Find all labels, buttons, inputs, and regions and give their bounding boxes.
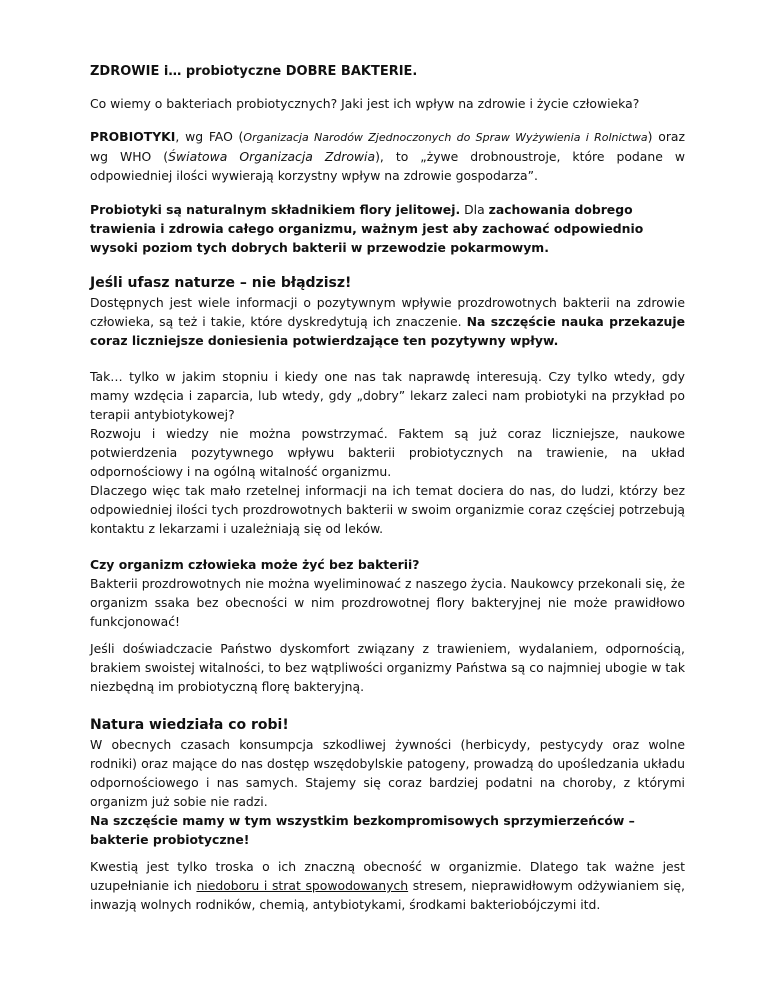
question-heading: Czy organizm człowieka może żyć bez bakterii? [90, 557, 420, 572]
section-text: stresem, nieprawidłowym odżywianiem się, inwazją wolnych rodników, chemią, antybiotykami, środkami bakteriobójczymi itd. [90, 878, 685, 912]
underlined-text: niedoboru i strat spowodowanych [196, 878, 409, 893]
paragraph: Dlaczego więc tak mało rzetelnej informacji na ich temat dociera do nas, do ludzi, którzy bez odpowiedniej ilości tych prozdrowotnych bakterii w swoim organizmie coraz częściej potrzebują kontaktu z lekarzami i uzależniają się od leków. [90, 483, 685, 536]
intro-question: Co wiemy o bakteriach probiotycznych? Jaki jest ich wpływ na zdrowie i życie człowieka? [90, 96, 640, 111]
answer-paragraph: Bakterii prozdrowotnych nie można wyeliminować z naszego życia. Naukowcy przekonali się, że organizm ssaka bez obecności w nim prozdrowotnej flory bakteryjnej nie może prawidłowo funkcjonować! [90, 576, 685, 629]
bold-statement-part: Dla [460, 202, 489, 217]
definition-text: , wg FAO ( [175, 129, 244, 144]
who-name: Światowa Organizacja Zdrowia [168, 149, 376, 164]
bold-statement-part: zachowania dobrego trawienia i zdrowia całego organizmu, ważnym jest aby zachować odpowiednio wysoki poziom tych dobrych bakterii w przewodzie pokarmowym. [90, 202, 644, 255]
bold-statement-part: Probiotyki są naturalnym składnikiem flory jelitowej. [90, 202, 461, 217]
definition-text: ) oraz wg WHO ( [90, 129, 686, 164]
section-interest [90, 367, 685, 538]
section-text: Dostępnych jest wiele informacji o pozytywnym wpływie prozdrowotnych bakterii na zdrowie człowieka, są też i takie, które dyskredytują ich znaczenie. [90, 295, 685, 329]
section-bold-text: Na szczęście nauka przekazuje coraz liczniejsze doniesienia potwierdzające ten pozytywny wpływ. [90, 314, 685, 348]
fao-name: Organizacja Narodów Zjednoczonych do Spraw Wyżywienia i Rolnictwa [243, 131, 648, 144]
section-care [90, 857, 685, 914]
section-text: Kwestią jest tylko troska o ich znaczną obecność w organizmie. Dlatego tak ważne jest uzupełnianie ich [90, 859, 685, 893]
discomfort-paragraph: Jeśli doświadczacie Państwo dyskomfort związany z trawieniem, wydalaniem, odpornością, brakiem swoistej witalności, to bez wątpliwości organizmy Państwa są co najmniej ubogie w tak niezbędną im probiotyczną florę bakteryjną. [90, 641, 685, 694]
section-positive-impact [90, 293, 685, 350]
bold-statement [90, 200, 685, 257]
definition-text: ), to [375, 149, 421, 164]
document-title: ZDROWIE i… probiotyczne DOBRE BAKTERIE. [90, 64, 418, 79]
term-probiotyki: PROBIOTYKI [90, 129, 176, 144]
probiotics-definition [90, 127, 685, 185]
section-modern-times: W obecnych czasach konsumpcja szkodliwej żywności (herbicydy, pestycydy oraz wolne rodniki) oraz mające do nas dostęp wszędobylskie patogeny, prowadzą do upośledzania układu odpornościowego i nas samych. Stajemy się coraz bardziej podatni na choroby, z którymi organizm już sobie nie radzi. [90, 737, 685, 809]
document-page [90, 60, 685, 914]
heading-nature-knew: Natura wiedziała co robi! [90, 717, 289, 733]
paragraph: Tak… tylko w jakim stopniu i kiedy one nas tak naprawdę interesują. Czy tylko wtedy, gdy mamy wzdęcia i zaparcia, lub wtedy, gdy „dobry” lekarz zaleci nam probiotyki na przykład po terapii antybiotykowej? [90, 369, 685, 422]
section-allies-bold: Na szczęście mamy w tym wszystkim bezkompromisowych sprzymierzeńców – bakterie probiotyczne! [90, 813, 635, 847]
paragraph: Rozwoju i wiedzy nie można powstrzymać. Faktem są już coraz liczniejsze, naukowe potwierdzenia pozytywnego wpływu bakterii probiotycznych na trawienie, na układ odpornościowy i na ogólną witalność organizmu. [90, 426, 685, 479]
heading-trust-nature: Jeśli ufasz naturze – nie błądzisz! [90, 275, 352, 291]
definition-quote: „żywe drobnoustroje, które podane w odpowiedniej ilości wywierają korzystny wpływ na zdrowie gospodarza”. [90, 149, 685, 183]
